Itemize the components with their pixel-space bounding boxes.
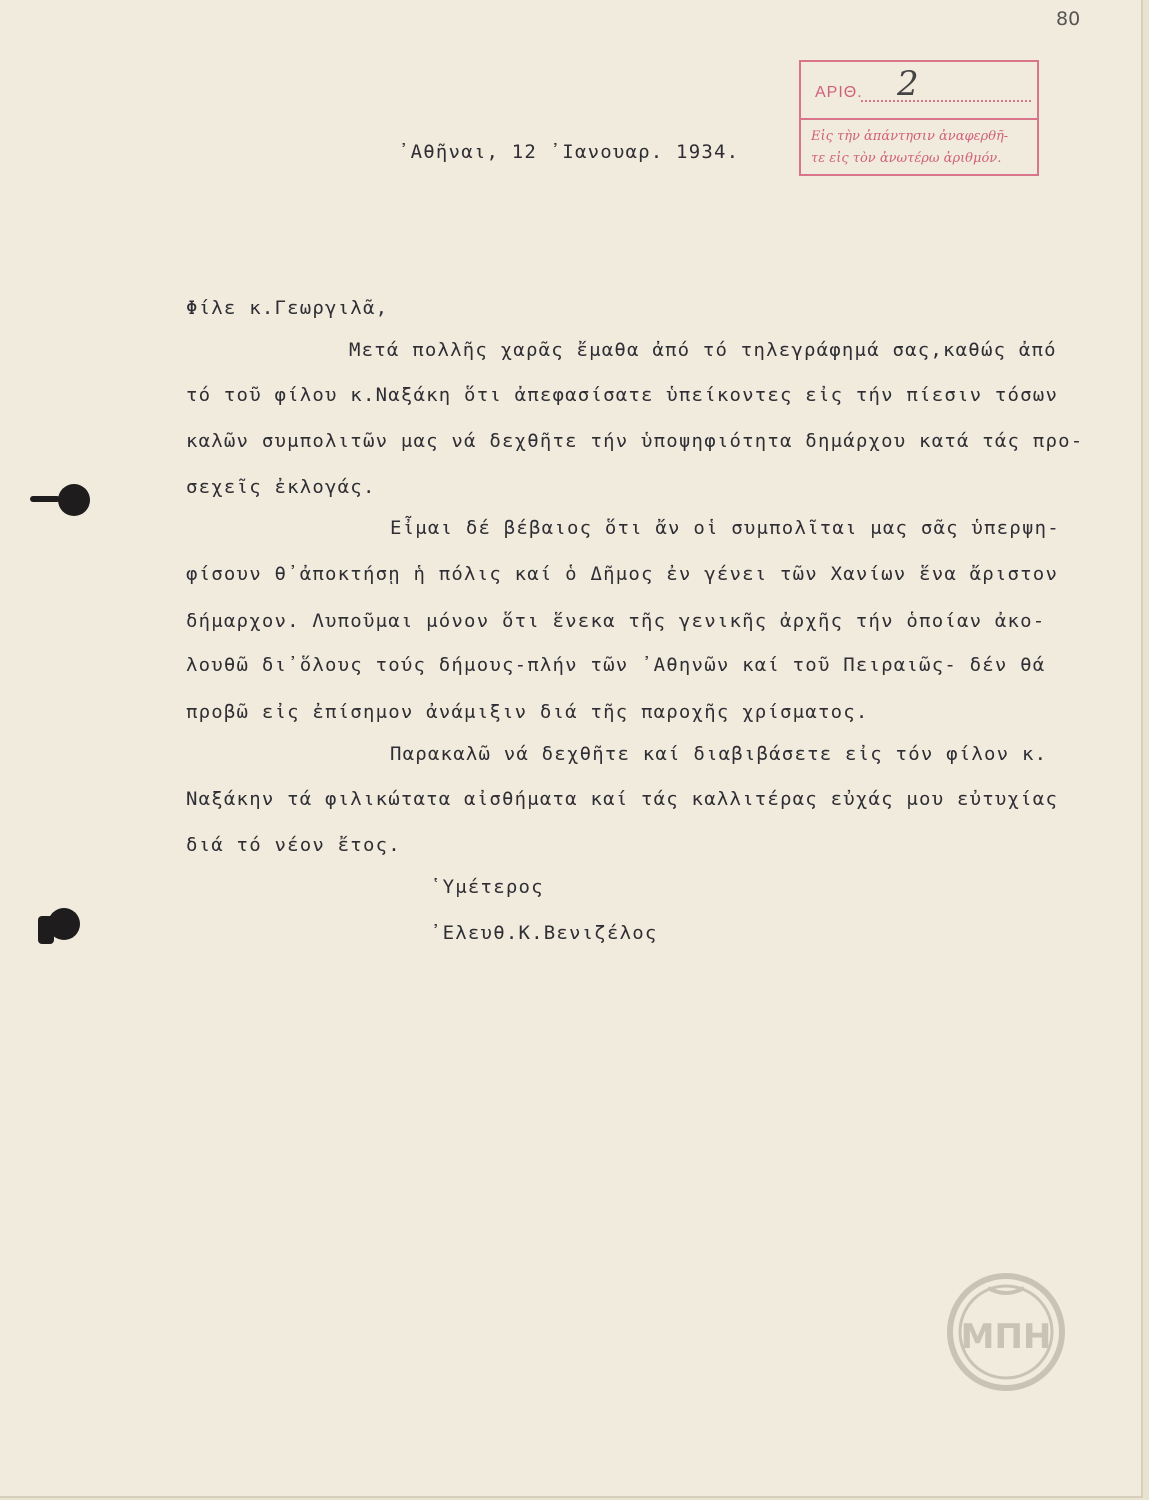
- letter-line: Μετά πολλῆς χαρᾶς ἔμαθα ἀπό τό τηλεγράφημά σας,καθώς ἀπό: [349, 339, 1057, 361]
- letter-line: δήμαρχον. Λυποῦμαι μόνον ὅτι ἕνεκα τῆς γενικῆς ἀρχῆς τήν ὁποίαν ἀκο-: [186, 610, 1046, 632]
- stamp-note: [801, 120, 1037, 170]
- stamp-note-line: Εἰς τὴν ἀπάντησιν ἀναφερθῆ-: [811, 129, 1009, 144]
- letter-line: προβῶ εἰς ἐπίσημον ἀνάμιξιν διά τῆς παροχῆς χρίσματος.: [186, 701, 869, 723]
- letter-line: φίσουν θ᾿ἀποκτήσῃ ἡ πόλις καί ὁ Δῆμος ἐν γένει τῶν Χανίων ἕνα ἄριστον: [186, 563, 1059, 585]
- ink-mark: [38, 916, 54, 944]
- letter-line: σεχεῖς ἐκλογάς.: [186, 476, 376, 498]
- punch-hole-top: [58, 484, 90, 516]
- ink-mark: [30, 496, 60, 502]
- stamp-label: ΑΡΙΘ.: [815, 84, 863, 101]
- page-number: 80: [1056, 8, 1081, 30]
- stamp-number: 2: [897, 64, 919, 104]
- archive-watermark: [946, 1272, 1066, 1392]
- letter-line: Εἶμαι δέ βέβαιος ὅτι ἄν οἱ συμπολῖται μας σᾶς ὑπερψη-: [390, 517, 1060, 539]
- archive-seal-icon: [946, 1272, 1066, 1392]
- letter-line: τό τοῦ φίλου κ.Ναξάκη ὅτι ἀπεφασίσατε ὑπείκοντες εἰς τήν πίεσιν τόσων: [186, 384, 1059, 406]
- letter-line: λουθῶ δι᾿ὅλους τούς δήμους-πλήν τῶν ᾿Αθηνῶν καί τοῦ Πειραιῶς- δέν θά: [186, 654, 1046, 676]
- letter-closing: ῾Υμέτερος: [430, 876, 544, 898]
- watermark-text: ΜΠΗ: [960, 1317, 1052, 1357]
- letter-line: Ναξάκην τά φιλικώτατα αἰσθήματα καί τάς καλλιτέρας εὐχάς μου εὐτυχίας: [186, 788, 1059, 810]
- reference-stamp: [799, 60, 1039, 176]
- stamp-dotted-line: [861, 100, 1031, 102]
- letter-line: διά τό νέον ἔτος.: [186, 834, 401, 856]
- letter-line: καλῶν συμπολιτῶν μας νά δεχθῆτε τήν ὑποψηφιότητα δημάρχου κατά τάς προ-: [186, 430, 1084, 452]
- letter-date: ᾿Αθῆναι, 12 ᾿Ιανουαρ. 1934.: [398, 141, 740, 163]
- letter-line: Παρακαλῶ νά δεχθῆτε καί διαβιβάσετε εἰς τόν φίλον κ.: [390, 743, 1048, 765]
- stamp-header: [801, 62, 1037, 120]
- stamp-note-line: τε εἰς τὸν ἀνωτέρω ἀριθμόν.: [811, 151, 1002, 166]
- letter-signature: ᾿Ελευθ.Κ.Βενιζέλος: [430, 922, 658, 944]
- letter-salutation: Φίλε κ.Γεωργιλᾶ,: [186, 297, 389, 319]
